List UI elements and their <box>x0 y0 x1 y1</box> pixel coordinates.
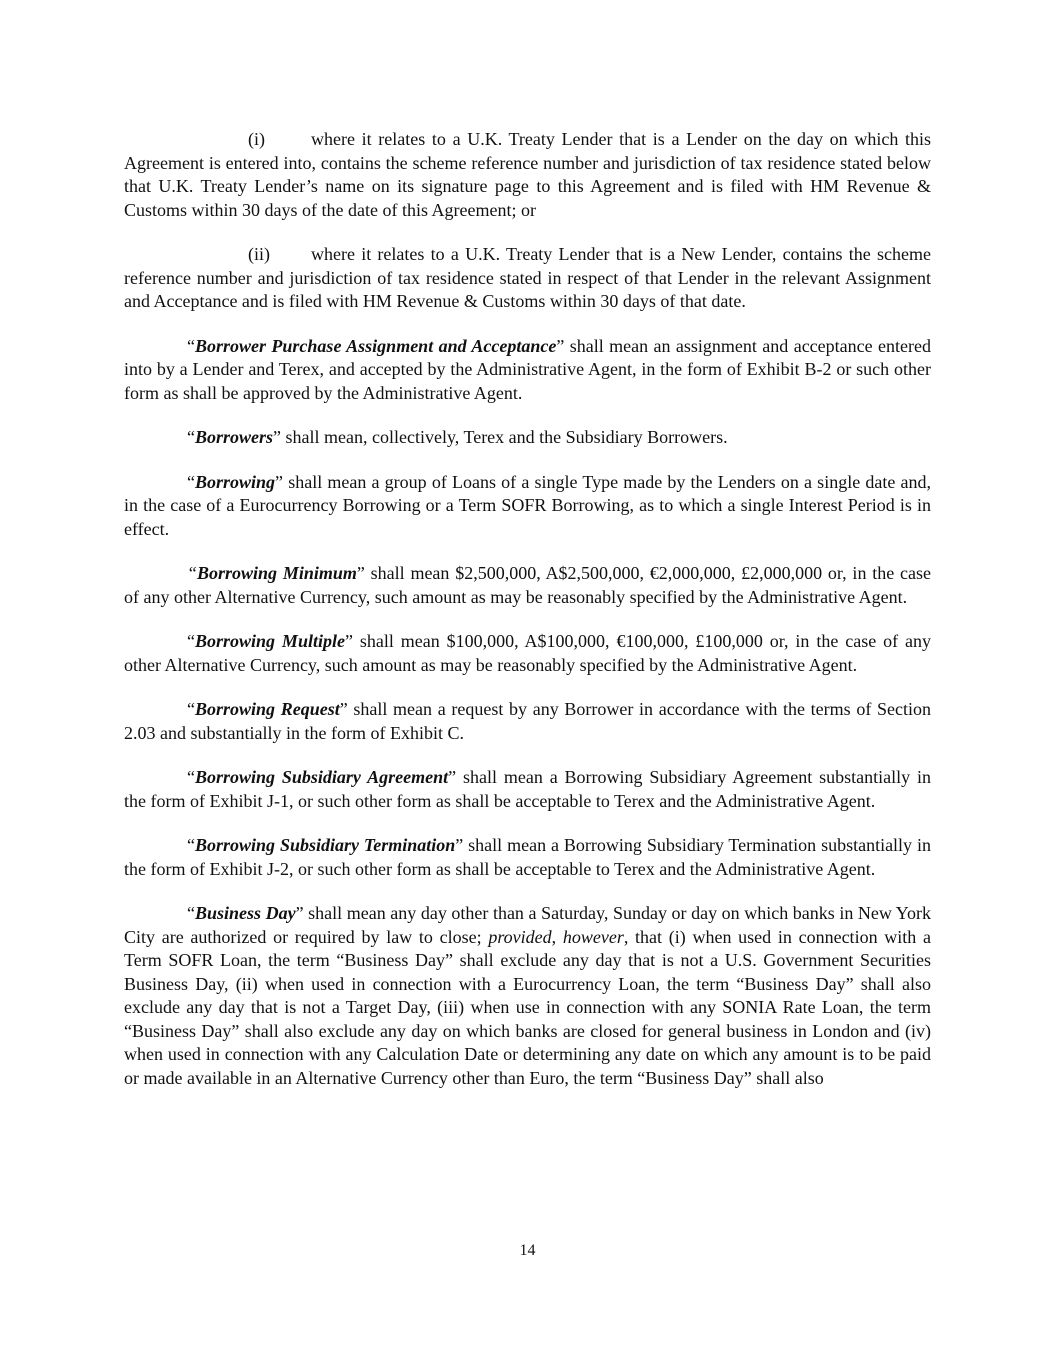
definition-text: ” shall mean $100,000, A$100,000, €100,000, £100,000 or, in the case of any other Alternative Currency, such amount as may be reasonably specified by the Administrative Agent. <box>124 631 931 675</box>
clause-ii <box>124 243 931 314</box>
provided-word: provided <box>488 926 552 947</box>
clause-number: (i) <box>248 129 265 149</box>
definition-borrowers: “Borrowers” shall mean, collectively, Terex and the Subsidiary Borrowers. <box>187 427 728 447</box>
defined-term: Borrowing Request <box>195 699 340 719</box>
defined-term: Borrowers <box>195 427 274 447</box>
definition-text: ” shall mean an assignment and acceptance entered into by a Lender and Terex, and accepted by the Administrative Agent, in the form of Exhibit B-2 or such other form as shall be approved by the Administrative Agent. <box>124 335 931 403</box>
defined-term: Borrower Purchase Assignment and Acceptance <box>195 335 557 356</box>
definition-text: ” shall mean $2,500,000, A$2,500,000, €2,000,000, £2,000,000 or, in the case of any other Alternative Currency, such amount as may be reasonably specified by the Administrative Agent. <box>124 563 931 607</box>
defined-term: Borrowing Multiple <box>195 631 345 651</box>
defined-term: Borrowing Minimum <box>197 563 357 583</box>
clause-i <box>124 128 931 222</box>
defined-term: Borrowing <box>195 471 276 492</box>
document-body <box>124 128 931 1090</box>
definition-borrowing-multiple: “Borrowing Multiple” shall mean $100,000, A$100,000, €100,000, £100,000 or, in the case of any other Alternative Currency, such amount as may be reasonably specified by the Administrative Agent. <box>124 631 931 675</box>
however-word: however <box>562 926 624 947</box>
clause-text: where it relates to a U.K. Treaty Lender that is a New Lender, contains the scheme reference number and jurisdiction of tax residence stated in respect of that Lender in the relevant Assignment and Acceptance and is filed with HM Revenue & Customs within 30 days of that date. <box>124 244 931 311</box>
defined-term: Borrowing Subsidiary Termination <box>195 835 456 855</box>
clause-number: (ii) <box>248 244 270 264</box>
definition-text: ” shall mean a Borrowing Subsidiary Agreement substantially in the form of Exhibit J-1, or such other form as shall be acceptable to Terex and the Administrative Agent. <box>124 767 931 811</box>
clause-text: where it relates to a U.K. Treaty Lender that is a Lender on the day on which this Agreement is entered into, contains the scheme reference number and jurisdiction of tax residence stated below that U.K. Treaty Lender’s name on its signature page to this Agreement and is filed with HM Revenue & Customs within 30 days of the date of this Agreement; or <box>124 129 931 220</box>
page-number: 14 <box>519 1242 536 1259</box>
definition-business-day: “Business Day” shall mean any day other than a Saturday, Sunday or day on which banks in New York City are authorized or required by law to close; provided, however, that (i) when used in connection with a Term SOFR Loan, the term “Business Day” shall exclude any day that is not a U.S. Government Securities Business Day, (ii) when used in connection with a Eurocurrency Loan, the term “Business Day” shall also exclude any day that is not a Target Day, (iii) when use in connection with any SONIA Rate Loan, the term “Business Day” shall also exclude any day on which banks are closed for general business in London and (iv) when used in connection with any Calculation Date or determining any date on which any amount is to be paid or made available in an Alternative Currency other than Euro, the term “Business Day” shall also <box>124 903 931 1088</box>
definition-borrowing-subsidiary-termination: “Borrowing Subsidiary Termination” shall mean a Borrowing Subsidiary Termination substantially in the form of Exhibit J-2, or such other form as shall be acceptable to Terex and the Administrative Agent. <box>124 835 931 879</box>
definition-text: ” shall mean a group of Loans of a single Type made by the Lenders on a single date and, in the case of a Eurocurrency Borrowing or a Term SOFR Borrowing, as to which a single Interest Period is in effect. <box>124 471 931 539</box>
definition-borrowing-subsidiary-agreement: “Borrowing Subsidiary Agreement” shall mean a Borrowing Subsidiary Agreement substantially in the form of Exhibit J-1, or such other form as shall be acceptable to Terex and the Administrative Agent. <box>124 767 931 811</box>
defined-term: Borrowing Subsidiary Agreement <box>195 767 449 787</box>
definition-text-continued: , that (i) when used in connection with a Term SOFR Loan, the term “Business Day” shall exclude any day that is not a U.S. Government Securities Business Day, (ii) when used in connection with a Eurocurrency Loan, the term “Business Day” shall also exclude any day that is not a Target Day, (iii) when use in connection with any SONIA Rate Loan, the term “Business Day” shall also exclude any day on which banks are closed for general business in London and (iv) when used in connection with any Calculation Date or determining any date on which any amount is to be paid or made available in an Alternative Currency other than Euro, the term “Business Day” shall also <box>124 926 931 1088</box>
comma: , <box>551 926 563 947</box>
definition-borrowing-request: “Borrowing Request” shall mean a request by any Borrower in accordance with the terms of Section 2.03 and substantially in the form of Exhibit C. <box>124 699 931 743</box>
definition-borrower-purchase-assignment: “Borrower Purchase Assignment and Acceptance” shall mean an assignment and acceptance entered into by a Lender and Terex, and accepted by the Administrative Agent, in the form of Exhibit B-2 or such other form as shall be approved by the Administrative Agent. <box>124 335 931 403</box>
definition-text: ” shall mean any day other than a Saturday, Sunday or day on which banks in New York City are authorized or required by law to close; <box>124 903 931 947</box>
definition-borrowing-minimum: “Borrowing Minimum” shall mean $2,500,000, A$2,500,000, €2,000,000, £2,000,000 or, in the case of any other Alternative Currency, such amount as may be reasonably specified by the Administrative Agent. <box>124 563 931 607</box>
definition-borrowing: “Borrowing” shall mean a group of Loans of a single Type made by the Lenders on a single date and, in the case of a Eurocurrency Borrowing or a Term SOFR Borrowing, as to which a single Interest Period is in effect. <box>124 471 931 539</box>
definition-text: ” shall mean, collectively, Terex and the Subsidiary Borrowers. <box>273 427 728 447</box>
definition-text: ” shall mean a Borrowing Subsidiary Termination substantially in the form of Exhibit J-2, or such other form as shall be acceptable to Terex and the Administrative Agent. <box>124 835 931 879</box>
definition-text: ” shall mean a request by any Borrower in accordance with the terms of Section 2.03 and substantially in the form of Exhibit C. <box>124 699 931 743</box>
defined-term: Business Day <box>195 903 296 923</box>
